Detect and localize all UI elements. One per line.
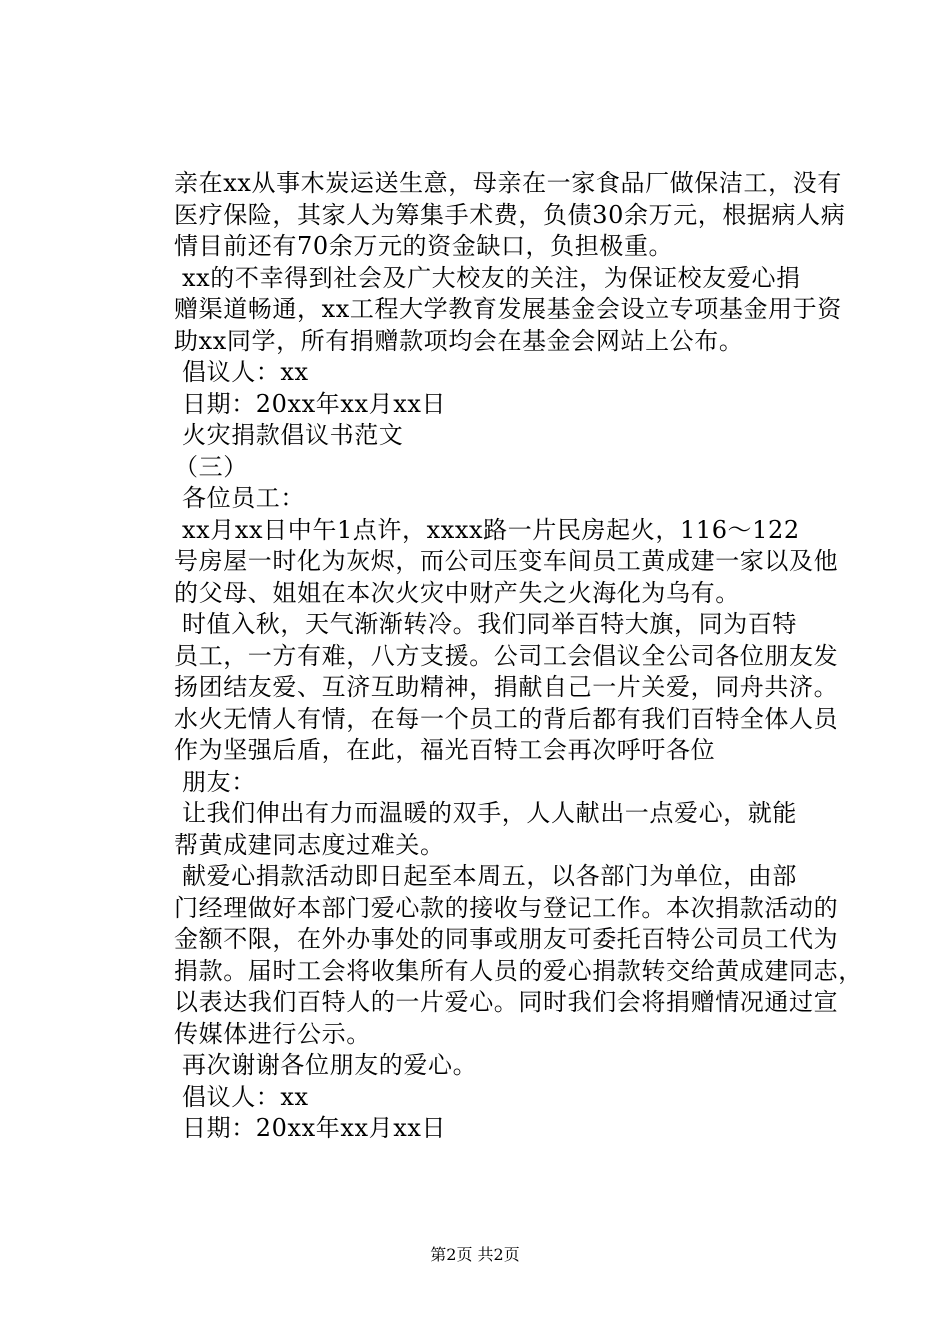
section-number: （三） [174, 452, 248, 481]
text-line: 水火无情人有情，在每一个员工的背后都有我们百特全体人员 [174, 704, 839, 733]
text-line: 助xx同学，所有捐赠款项均会在基金会网站上公布。 [174, 326, 744, 355]
text-line: 号房屋一时化为灰烬，而公司压变车间员工黄成建一家以及他 [174, 547, 839, 575]
text-line: 作为坚强后盾，在此，福光百特工会再次呼吁各位 [174, 736, 716, 764]
text-line: 赠渠道畅通，xx工程大学教育发展基金会设立专项基金用于资 [174, 295, 842, 323]
text-line: 传媒体进行公示。 [174, 1019, 371, 1048]
text-line: 的父母、姐姐在本次火灾中财产失之火海化为乌有。 [174, 578, 740, 607]
text-line: 门经理做好本部门爱心款的接收与登记工作。本次捐款活动的 [174, 893, 839, 922]
text-line: xx月xx日中午1点许，xxxx路一片民房起火，116～122 [182, 515, 800, 544]
salutation: 各位员工： [182, 484, 305, 512]
text-line: 员工，一方有难，八方支援。公司工会倡议全公司各位朋友发 [174, 641, 839, 670]
text-line: 情目前还有70余万元的资金缺口，负担极重。 [174, 232, 674, 260]
text-line: 献爱心捐款活动即日起至本周五，以各部门为单位，由部 [182, 862, 797, 890]
text-line: 再次谢谢各位朋友的爱心。 [182, 1051, 478, 1079]
text-line: 时值入秋，天气渐渐转冷。我们同举百特大旗，同为百特 [182, 610, 797, 638]
text-line: xx的不幸得到社会及广大校友的关注，为保证校友爱心捐 [182, 263, 801, 292]
text-line: 以表达我们百特人的一片爱心。同时我们会将捐赠情况通过宣 [174, 988, 839, 1016]
text-line: 医疗保险，其家人为筹集手术费，负债30余万元，根据病人病 [174, 200, 846, 229]
signatory-line: 倡议人：xx [182, 358, 309, 386]
section-title: 火灾捐款倡议书范文 [182, 421, 404, 449]
text-line: 让我们伸出有力而温暖的双手，人人献出一点爱心，就能 [182, 799, 797, 827]
date-line: 日期：20xx年xx月xx日 [182, 389, 447, 418]
text-line: 金额不限，在外办事处的同事或朋友可委托百特公司员工代为 [174, 925, 839, 953]
text-line: 帮黄成建同志度过难关。 [174, 830, 445, 859]
document-body [174, 168, 863, 1145]
date-line: 日期：20xx年xx月xx日 [182, 1114, 447, 1142]
text-line: 扬团结友爱、互济互助精神，捐献自己一片关爱，同舟共济。 [174, 673, 839, 701]
text-line: 捐款。届时工会将收集所有人员的爱心捐款转交给黄成建同志， [174, 956, 863, 985]
text-line: 朋友： [182, 767, 256, 796]
text-line: 亲在xx从事木炭运送生意，母亲在一家食品厂做保洁工，没有 [174, 169, 842, 197]
signatory-line: 倡议人：xx [182, 1082, 309, 1111]
page-footer: 第2页 共2页 [430, 1245, 520, 1264]
